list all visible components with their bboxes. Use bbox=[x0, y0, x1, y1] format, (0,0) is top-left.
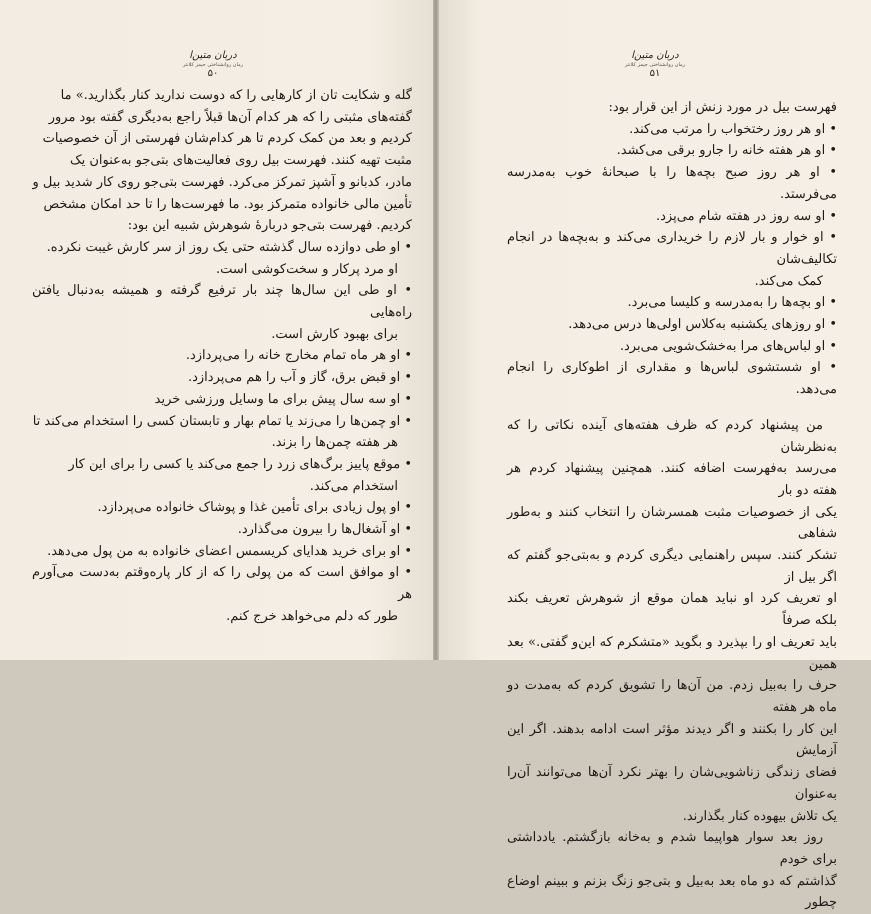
text-line: فهرست بیل در مورد زنش از این قرار بود: bbox=[608, 100, 837, 115]
text-line: او تعریف کرد او نباید همان موقع از شوهرش تعریف بکند بلکه صرفاً bbox=[507, 591, 837, 629]
paragraph-gap bbox=[507, 401, 837, 415]
right-page bbox=[439, 0, 871, 911]
bullet-line: • او سه سال پیش برای ما وسایل ورزشی خرید bbox=[154, 391, 412, 407]
text-line: فضای زندگی زناشویی‌شان را بهتر نکرد آن‌ها می‌توانند آن‌را به‌عنوان bbox=[507, 765, 837, 802]
right-page-body bbox=[507, 97, 837, 914]
left-page bbox=[0, 0, 433, 660]
bullet-line: • او شستشوی لباس‌ها و مقداری از اطوکاری را انجام می‌دهد. bbox=[507, 360, 837, 398]
text-line: گفته‌های مثبتی را که هر کدام آن‌ها قبلاً راجع به‌دیگری گفته بود مرور bbox=[48, 109, 412, 125]
bullet-line: • او خوار و بار لازم را خریداری می‌کند و به‌بچه‌ها در انجام تکالیف‌شان bbox=[507, 230, 837, 267]
bullet-line: • او هر هفته خانه را جارو برقی می‌کشد. bbox=[616, 143, 837, 159]
bullet-line: • او سه روز در هفته شام می‌پزد. bbox=[656, 208, 837, 224]
text-line: باید تعریف او را بپذیرد و بگوید «متشکرم که این‌و گفتی.» بعد همین bbox=[507, 634, 837, 672]
left-running-header bbox=[133, 50, 293, 80]
bullet-line: • او هر ماه تمام مخارج خانه را می‌پردازد. bbox=[185, 348, 412, 364]
right-header-subtitle: رمان روانشناختی جیمز کلانتر bbox=[624, 62, 686, 68]
text-line: روز بعد سوار هواپیما شدم و به‌خانه بازگشتم. یادداشتی برای خودم bbox=[507, 830, 837, 867]
bullet-line: • او لباس‌های مرا به‌خشک‌شویی می‌برد. bbox=[619, 338, 837, 354]
bullet-line: • او هر روز رختخواب را مرتب می‌کند. bbox=[629, 121, 837, 137]
text-line: کردیم. فهرست بتی‌جو دربارهٔ شوهرش شبیه این بود: bbox=[127, 218, 412, 234]
text-line: استخدام می‌کند. bbox=[309, 478, 398, 494]
text-line: گله و شکایت تان از کارهایی را که دوست ندارید کنار بگذارید.» ما bbox=[60, 88, 412, 103]
text-line: مادر، کدبانو و آشپز تمرکز می‌کرد. فهرست بتی‌جو روی کار شدید بیل و bbox=[32, 174, 412, 190]
bullet-line: • او چمن‌ها را می‌زند یا تمام بهار و تابستان کسی را استخدام می‌کند تا bbox=[32, 413, 412, 429]
text-line: تشکر کنند. سپس راهنمایی دیگری کردم و به‌بتی‌جو گفتم که اگر بیل از bbox=[507, 548, 837, 585]
text-line: یک تلاش بیهوده کنار بگذارند. bbox=[682, 808, 837, 824]
text-line: یکی از خصوصیات مثبت همسرشان را انتخاب کنند و به‌طور شفاهی bbox=[507, 504, 837, 542]
bullet-line: • او آشغال‌ها را بیرون می‌گذارد. bbox=[237, 522, 412, 538]
bullet-line: • او طی این سال‌ها چند بار ترفیع گرفته و همیشه به‌دنبال یافتن راه‌هایی bbox=[32, 283, 412, 321]
text-line: مثبت تهیه کنند. فهرست بیل روی فعالیت‌های بتی‌جو به‌عنوان یک bbox=[69, 153, 412, 169]
text-line: برای بهبود کارش است. bbox=[271, 326, 398, 342]
bullet-line: • او روزهای یکشنبه به‌کلاس اولی‌ها درس می‌دهد. bbox=[568, 317, 837, 333]
text-line: تأمین مالی خانواده متمرکز بود. ما فهرست‌ها را تا حد امکان مشخص bbox=[43, 196, 412, 212]
bullet-line: • او بچه‌ها را به‌مدرسه و کلیسا می‌برد. bbox=[627, 295, 837, 311]
text-line: او مرد پرکار و سخت‌کوشی است. bbox=[215, 261, 398, 277]
bullet-line: • او طی دوازده سال گذشته حتی یک روز از سر کارش غیبت نکرده. bbox=[46, 239, 412, 255]
text-line: طور که دلم می‌خواهد خرج کنم. bbox=[226, 608, 398, 624]
text-line: کردیم و بعد من کمک کردم تا هر کدام‌شان فهرستی از آن خصوصیات bbox=[42, 131, 412, 147]
left-header-subtitle: رمان روانشناختی جیمز کلانتر bbox=[182, 62, 244, 68]
bullet-line: • او قبض برق، گاز و آب را هم می‌پردازد. bbox=[187, 370, 412, 386]
text-line: کمک می‌کند. bbox=[754, 273, 823, 289]
left-page-number: ۵۰ bbox=[207, 68, 219, 79]
text-line: می‌رسد به‌فهرست اضافه کنند. همچنین پیشنهاد کردم هر هفته دو بار bbox=[507, 461, 837, 498]
right-page-number: ۵۱ bbox=[649, 68, 661, 79]
text-line: گذاشتم که دو ماه بعد به‌بیل و بتی‌جو زنگ بزنم و ببینم اوضاع چطور bbox=[507, 873, 837, 911]
right-header-title: دربان متین‌ا bbox=[631, 50, 679, 61]
left-page-body bbox=[32, 85, 412, 628]
bullet-line: • او هر روز صبح بچه‌ها را با صبحانهٔ خوب به‌مدرسه می‌فرستد. bbox=[507, 165, 837, 202]
bullet-line: • او موافق است که من پولی را که از کار پاره‌وقتم به‌دست می‌آورم هر bbox=[32, 565, 412, 603]
text-line: این کار را بکنند و اگر دیدند مؤثر است ادامه بدهند. اگر این آزمایش bbox=[507, 721, 837, 759]
bullet-line: • او برای خرید هدایای کریسمس اعضای خانواده به من پول می‌دهد. bbox=[47, 543, 412, 559]
bullet-line: • او پول زیادی برای تأمین غذا و پوشاک خانواده می‌پردازد. bbox=[97, 500, 412, 516]
bullet-line: • موقع پاییز برگ‌های زرد را جمع می‌کند یا کسی را برای این کار bbox=[68, 456, 412, 472]
text-line: هر هفته چمن‌ها را بزند. bbox=[271, 435, 398, 451]
text-line: حرف را به‌بیل زدم. من آن‌ها را تشویق کردم که به‌مدت دو ماه هر هفته bbox=[507, 678, 837, 715]
left-header-title: دربان متین‌ا bbox=[189, 50, 237, 61]
text-line: من پیشنهاد کردم که ظرف هفته‌های آینده نکاتی را که به‌نظرشان bbox=[507, 417, 837, 455]
right-running-header bbox=[575, 50, 735, 80]
